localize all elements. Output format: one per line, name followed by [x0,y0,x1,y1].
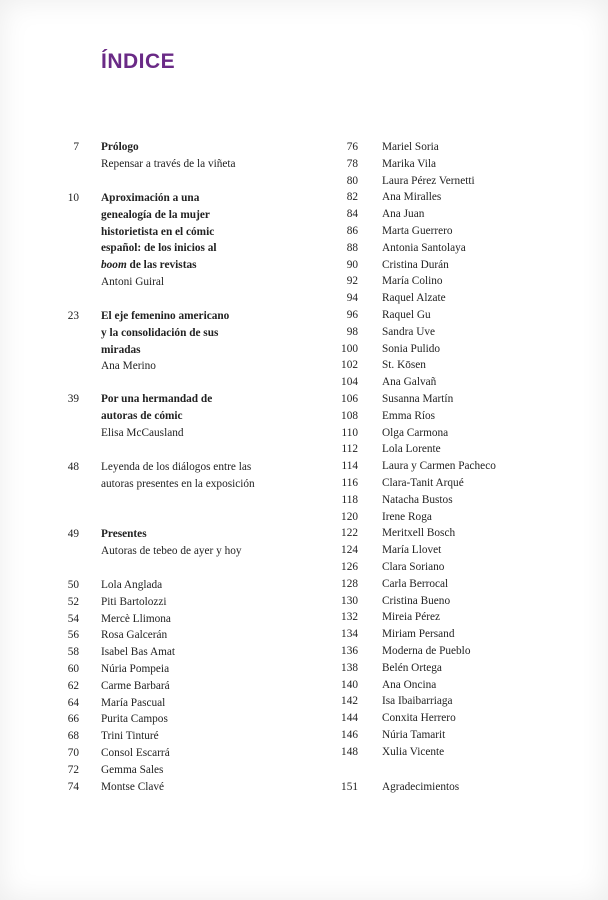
page-number: 50 [67,579,79,591]
author-name: Ana Juan [382,208,425,221]
page-number: 54 [67,612,79,625]
author-name: María Colino [382,275,443,288]
author-name: Olga Carmona [382,426,449,439]
page-number: 98 [346,325,358,338]
section-heading-line: Prólogo [101,141,139,153]
page-number: 70 [67,747,79,759]
author-name: Carla Berrocal [382,577,449,590]
section-description-line: Leyenda de los diálogos entre las [101,461,252,473]
page-number: 112 [341,443,358,456]
page-number: 23 [67,310,79,322]
page-number: 110 [341,426,358,439]
page-number: 142 [341,695,358,708]
author-name: St. Kōsen [382,359,426,372]
author-name: Antonia Santolaya [382,241,466,254]
page-number: 126 [341,561,358,573]
page-number: 10 [67,192,79,204]
author-name: Carme Barbará [101,679,170,692]
page-number: 146 [341,729,358,741]
page-number: 76 [346,141,358,153]
author-name: Conxita Herrero [382,712,456,725]
page-number: 78 [346,157,358,170]
author-name: Marta Guerrero [382,225,453,237]
author-name: Clara-Tanit Arqué [382,477,464,489]
author-name: Consol Escarrá [101,747,170,759]
page-number: 48 [67,461,79,473]
page-number: 144 [341,712,358,725]
page-number: 104 [341,376,358,389]
author-name: María Llovet [382,544,442,557]
page-number: 49 [67,528,79,540]
author-name: Cristina Durán [382,258,449,271]
section-heading-line: genealogía de la mujer [101,208,210,221]
page-number: 122 [341,527,358,540]
author-name: Isabel Bas Amat [101,646,176,659]
author-name: Lola Anglada [101,579,163,591]
author-name: Purita Campos [101,713,168,726]
author-name: Trini Tinturé [101,730,159,743]
author-name: Núria Pompeia [101,663,170,675]
page-number: 106 [341,393,358,405]
page-number: 132 [341,611,358,624]
section-heading-line: miradas [101,343,141,356]
author-name: Xulia Vicente [382,745,445,758]
page-number: 140 [341,678,358,691]
author-name: Susanna Martín [382,393,454,405]
page-number: 86 [346,225,358,237]
section-author: Repensar a través de la viñeta [101,157,236,170]
page-number: 52 [67,595,79,608]
author-name: Gemma Sales [101,763,164,776]
page-number: 84 [346,208,358,221]
author-name: Laura Pérez Vernetti [382,174,475,187]
author-name: Irene Roga [382,510,432,523]
author-name: Sandra Uve [382,325,436,338]
page-number: 64 [67,696,79,709]
page-number: 90 [346,258,358,271]
page-number: 136 [341,645,358,657]
author-name: Rosa Galcerán [101,629,168,642]
page-number: 102 [341,359,358,372]
page-number: 118 [341,493,358,506]
author-name: María Pascual [101,696,166,709]
author-name: Ana Galvañ [382,376,437,389]
page-number: 92 [346,275,358,288]
section-heading-line: y la consolidación de sus [101,326,219,339]
section-heading-line: Aproximación a una [101,192,200,204]
page-number: 116 [341,477,358,489]
author-name: Laura y Carmen Pacheco [382,460,496,473]
page-number: 62 [67,679,79,692]
page-number: 39 [67,393,79,405]
page-number: 96 [346,309,358,321]
section-description-line: autoras presentes en la exposición [101,477,255,490]
page-number: 108 [341,409,358,422]
section-heading-line: Por una hermandad de [101,393,213,405]
author-name: Emma Ríos [382,409,436,422]
section-heading-line: autoras de cómic [101,409,183,422]
page-number: 74 [67,780,79,793]
page-number: 66 [67,713,79,726]
author-name: Clara Soriano [382,561,445,573]
page-number: 56 [67,629,79,642]
page-number: 120 [341,510,358,523]
page-number: 114 [341,460,358,473]
page-number: 94 [346,292,358,305]
author-name: Núria Tamarit [382,729,446,741]
page-number: 80 [346,174,358,187]
page-number: 60 [67,663,79,675]
page-number: 68 [67,730,79,743]
page-number: 100 [341,342,358,355]
author-name: Meritxell Bosch [382,527,456,540]
page-number: 124 [341,544,358,557]
page-number: 130 [341,594,358,607]
section-heading-line: español: de los inicios al [101,242,217,255]
author-name: Belén Ortega [382,661,442,674]
page-number: 151 [341,781,358,793]
author-name: Ana Miralles [382,191,442,204]
author-name: Miriam Persand [382,628,455,641]
page-number: 134 [341,628,358,641]
author-name: Mariel Soria [382,141,439,153]
author-name: Ana Oncina [382,678,437,691]
section-author: Antoni Guiral [101,276,165,288]
author-name: Piti Bartolozzi [101,595,167,608]
author-name: Mireia Pérez [382,611,441,624]
author-name: Lola Lorente [382,443,441,456]
author-name: Mercè Llimona [101,612,171,625]
page-number: 72 [67,763,79,776]
page-number: 148 [341,745,358,758]
author-name: Moderna de Pueblo [382,645,471,657]
acknowledgements-entry: Agradecimientos [382,781,460,793]
author-name: Sonia Pulido [382,342,441,355]
page-number: 138 [341,661,358,674]
page-number: 58 [67,646,79,659]
section-author: Elisa McCausland [101,426,184,439]
section-heading-line: Presentes [101,528,147,540]
author-name: Cristina Bueno [382,594,451,607]
author-name: Natacha Bustos [382,493,453,506]
section-heading-line: El eje femenino americano [101,310,230,322]
author-name: Marika Vila [382,157,437,170]
page-title: ÍNDICE [101,50,176,73]
author-name: Raquel Gu [382,309,431,321]
italic-word: boom [101,259,127,272]
section-author: Autoras de tebeo de ayer y hoy [101,544,242,557]
author-name: Montse Clavé [101,780,165,793]
section-author: Ana Merino [101,360,156,373]
author-name: Raquel Alzate [382,292,446,305]
page-number: 7 [73,141,79,153]
page-number: 88 [346,241,358,254]
author-name: Isa Ibaibarriaga [382,695,453,708]
section-heading-line: historietista en el cómic [101,225,215,238]
page-number: 82 [346,191,358,204]
page-number: 128 [341,577,358,590]
section-heading-line: boom de las revistas [101,259,197,272]
